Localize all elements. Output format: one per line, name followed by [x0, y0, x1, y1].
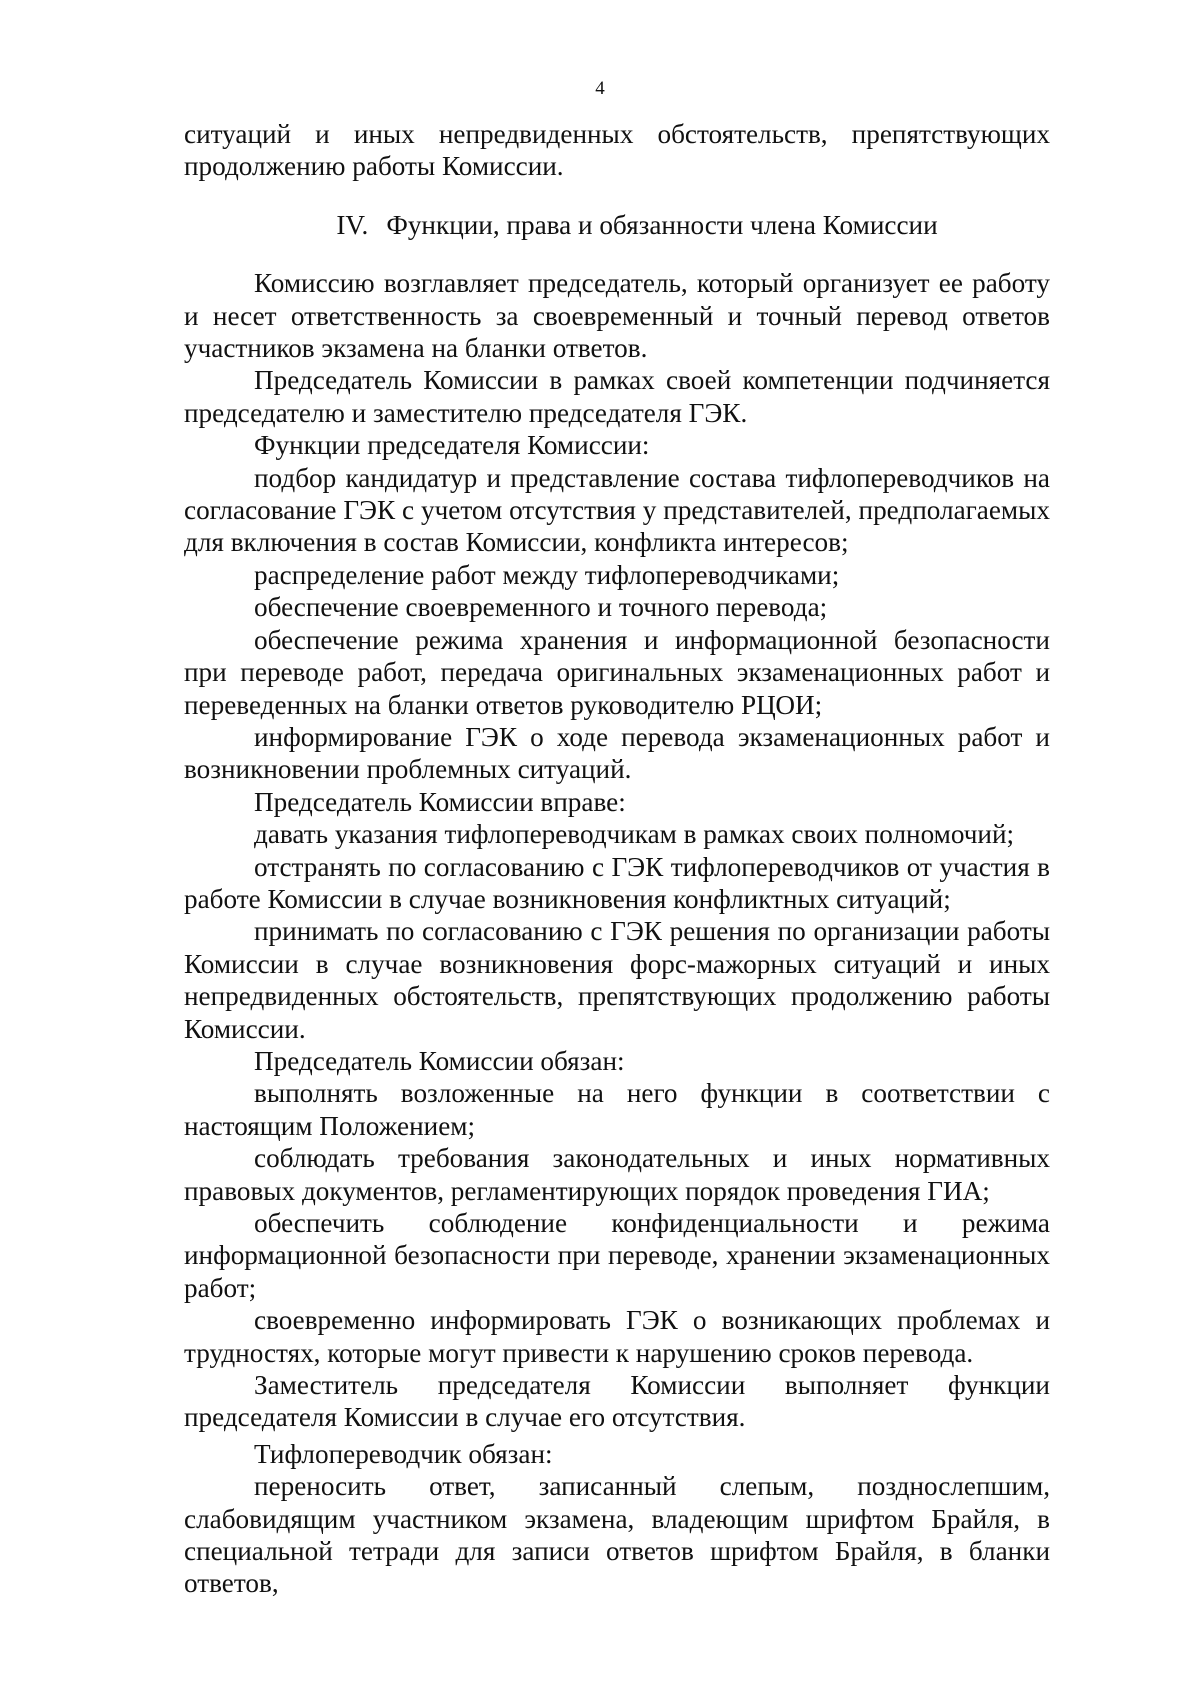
list-item: подбор кандидатур и представление состава тифлопереводчиков на согласование ГЭК с учетом отсутствия у представителей, предполагаемых для включения в состав Комиссии, конфликта интересов; [184, 462, 1050, 558]
paragraph: Председатель Комиссии в рамках своей компетенции подчиняется председателю и заместителю председателя ГЭК. [184, 365, 1050, 428]
list-item: обеспечение режима хранения и информационной безопасности при переводе работ, передача оригинальных экзаменационных работ и переведенных на бланки ответов руководителю РЦОИ; [184, 624, 1050, 720]
section-heading [184, 209, 1050, 241]
list-item: обеспечить соблюдение конфиденциальности и режима информационной безопасности при переводе, хранении экзаменационных работ; [184, 1208, 1050, 1303]
list-item: принимать по согласованию с ГЭК решения по организации работы Комиссии в случае возникновения форс-мажорных ситуаций и иных непредвиденных обстоятельств, препятствующих продолжению работы Комиссии. [184, 916, 1050, 1044]
list-item: отстранять по согласованию с ГЭК тифлопереводчиков от участия в работе Комиссии в случае возникновения конфликтных ситуаций; [184, 851, 1050, 914]
section-title: Функции, права и обязанности члена Комиссии [386, 209, 938, 240]
list-item: соблюдать требования законодательных и иных нормативных правовых документов, регламентирующих порядок проведения ГИА; [184, 1143, 1050, 1206]
list-item: давать указания тифлопереводчикам в рамках своих полномочий; [254, 819, 1015, 850]
section-number: IV. [336, 209, 369, 240]
list-heading: Председатель Комиссии обязан: [254, 1045, 625, 1076]
page-number: 4 [595, 78, 605, 99]
list-item: обеспечение своевременного и точного перевода; [254, 592, 828, 623]
paragraph: Комиссию возглавляет председатель, который организует ее работу и несет ответственность за своевременный и точный перевод ответов участников экзамена на бланки ответов. [184, 268, 1050, 364]
list-heading: Тифлопереводчик обязан: [254, 1438, 553, 1469]
paragraph: Заместитель председателя Комиссии выполняет функции председателя Комиссии в случае его отсутствия. [184, 1370, 1050, 1433]
paragraph-continuation: ситуаций и иных непредвиденных обстоятельств, препятствующих продолжению работы Комиссии. [184, 119, 1050, 182]
list-item: информирование ГЭК о ходе перевода экзаменационных работ и возникновении проблемных ситуаций. [184, 721, 1050, 785]
list-item: выполнять возложенные на него функции в соответствии с настоящим Положением; [184, 1078, 1050, 1141]
list-item: распределение работ между тифлопереводчиками; [254, 559, 840, 590]
list-heading: Функции председателя Комиссии: [254, 430, 650, 461]
list-heading: Председатель Комиссии вправе: [254, 786, 626, 817]
list-item: переносить ответ, записанный слепым, позднослепшим, слабовидящим участником экзамена, владеющим шрифтом Брайля, в специальной тетради для записи ответов шрифтом Брайля, в бланки ответов, [184, 1471, 1050, 1599]
document-body [184, 118, 1050, 1600]
list-item: своевременно информировать ГЭК о возникающих проблемах и трудностях, которые могут привести к нарушению сроков перевода. [184, 1305, 1050, 1368]
